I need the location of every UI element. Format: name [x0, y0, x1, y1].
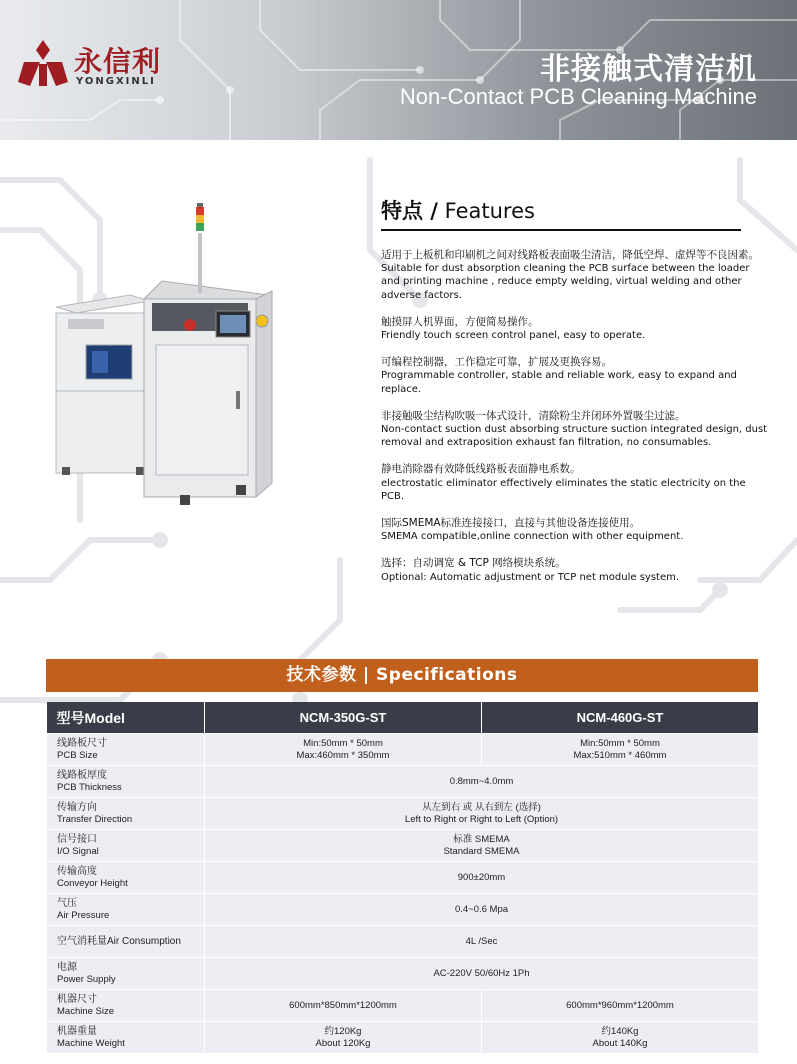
signal-light-tower — [196, 203, 204, 293]
spec-value-line: 600mm*960mm*1200mm — [566, 999, 674, 1011]
dust-collector-cabinet — [56, 295, 150, 475]
logo-mark-icon — [16, 36, 70, 90]
feature-item — [381, 517, 771, 543]
specifications-table-body — [47, 734, 759, 1054]
feature-text-cn: 可编程控制器，工作稳定可靠，扩展及更换容易。 — [381, 356, 612, 369]
spec-label-cn: 气压 — [57, 897, 77, 909]
spec-value-line: AC-220V 50/60Hz 1Ph — [433, 967, 530, 979]
spec-value-line: 约140Kg — [601, 1025, 639, 1037]
table-row — [47, 958, 759, 990]
logo-english-name: YONGXINLI — [76, 76, 156, 87]
spec-value-350 — [205, 990, 482, 1022]
spec-value-line: 从左到右 或 从右到左 (选择) — [422, 801, 541, 813]
feature-text-en: Optional: Automatic adjustment or TCP net module system. — [381, 571, 680, 583]
feature-text-en: Suitable for dust absorption cleaning the PCB surface between the loader and printing machine , reduce empty welding, virtual welding and other adverse factors. — [381, 263, 750, 301]
spec-value-shared — [205, 766, 759, 798]
spec-value-460 — [482, 1022, 759, 1054]
spec-label-cn: 线路板厚度 — [57, 769, 107, 781]
table-row — [47, 926, 759, 958]
spec-value-shared — [205, 798, 759, 830]
model-name-460: NCM-460G-ST — [482, 702, 759, 734]
feature-text-cn: 触摸屏人机界面，方便简易操作。 — [381, 315, 539, 328]
spec-label-en: Air Pressure — [57, 909, 110, 921]
spec-label-en: Power Supply — [57, 973, 116, 985]
page-header — [0, 0, 797, 140]
feature-list — [381, 249, 771, 584]
spec-label — [47, 798, 205, 830]
spec-value-line: 约120Kg — [324, 1025, 362, 1037]
spec-value-line: About 140Kg — [592, 1037, 648, 1049]
spec-label-en: Conveyor Height — [57, 877, 128, 889]
model-column-header: 型号Model — [47, 702, 205, 734]
feature-text-cn: 选择：自动调宽 & TCP 网络模块系统。 — [381, 557, 566, 570]
feature-text-cn: 静电消除器有效降低线路板表面静电系数。 — [381, 463, 581, 476]
spec-value-line: 0.4~0.6 Mpa — [454, 903, 509, 915]
spec-label-cn: 传输高度 — [57, 865, 97, 877]
table-row — [47, 734, 759, 766]
spec-value-shared — [205, 862, 759, 894]
spec-label — [47, 990, 205, 1022]
features-heading-cn: 特点 / — [381, 199, 438, 223]
table-row — [47, 798, 759, 830]
table-header-row — [47, 702, 759, 734]
spec-label-cn: 空气消耗量Air Consumption — [57, 935, 181, 947]
cleaning-machine-body — [144, 281, 272, 505]
spec-label — [47, 766, 205, 798]
feature-text-en: Programmable controller, stable and reliable work, easy to expand and replace. — [381, 370, 737, 395]
feature-item — [381, 316, 771, 342]
spec-label — [47, 958, 205, 990]
page-title-chinese: 非接触式清洁机 — [540, 52, 757, 87]
model-name-350: NCM-350G-ST — [205, 702, 482, 734]
feature-item — [381, 356, 771, 396]
features-section — [381, 195, 771, 598]
product-image-machine — [40, 195, 340, 525]
feature-item — [381, 249, 771, 302]
table-row — [47, 1022, 759, 1054]
spec-label — [47, 830, 205, 862]
feature-text-cn: 国际SMEMA标准连接接口，直接与其他设备连接使用。 — [381, 517, 641, 530]
feature-text-en: Friendly touch screen control panel, easy to operate. — [381, 330, 646, 342]
spec-value-line: Standard SMEMA — [443, 845, 520, 857]
spec-value-line: 900±20mm — [457, 871, 506, 883]
spec-label-cn: 电源 — [57, 961, 77, 973]
spec-value-shared — [205, 830, 759, 862]
logo-chinese-name: 永信利 — [74, 45, 162, 78]
spec-label — [47, 734, 205, 766]
spec-label — [47, 862, 205, 894]
spec-value-shared — [205, 958, 759, 990]
features-heading — [381, 195, 771, 225]
table-row — [47, 862, 759, 894]
spec-label-cn: 线路板尺寸 — [57, 737, 107, 749]
spec-value-line: 4L /Sec — [465, 935, 498, 947]
spec-value-shared — [205, 894, 759, 926]
feature-item — [381, 463, 771, 503]
table-row — [47, 990, 759, 1022]
spec-label-en: Machine Weight — [57, 1037, 125, 1049]
spec-value-350 — [205, 734, 482, 766]
feature-item — [381, 410, 771, 450]
page-title-english: Non-Contact PCB Cleaning Machine — [399, 84, 757, 109]
spec-value-shared — [205, 926, 759, 958]
spec-value-line: 0.8mm~4.0mm — [449, 775, 514, 787]
spec-value-line: Min:50mm * 50mm — [580, 737, 660, 749]
feature-item — [381, 557, 771, 583]
table-row — [47, 766, 759, 798]
feature-text-en: electrostatic eliminator effectively eliminates the static electricity on the PCB. — [381, 477, 746, 502]
company-logo — [16, 36, 186, 92]
table-row — [47, 894, 759, 926]
features-heading-en: Features — [444, 199, 535, 223]
spec-label-en: Machine Size — [57, 1005, 115, 1017]
spec-value-line: 600mm*850mm*1200mm — [289, 999, 397, 1011]
spec-label-cn: 机器尺寸 — [57, 993, 97, 1005]
spec-label-en: PCB Size — [57, 749, 98, 761]
spec-label-cn: 信号接口 — [57, 833, 97, 845]
feature-text-en: Non-contact suction dust absorbing structure suction integrated design, dust removal and extraposition exhaust fan filtration, no consumables. — [381, 424, 768, 449]
spec-value-line: Left to Right or Right to Left (Option) — [404, 813, 559, 825]
spec-label-en: PCB Thickness — [57, 781, 122, 793]
feature-text-cn: 非接触吸尘结构吹吸一体式设计，清除粉尘并闭环外置吸尘过滤。 — [381, 409, 686, 422]
spec-value-line: Min:50mm * 50mm — [303, 737, 383, 749]
spec-label — [47, 926, 205, 958]
spec-label-en: I/O Signal — [57, 845, 99, 857]
table-row — [47, 830, 759, 862]
spec-value-line: 标准 SMEMA — [453, 833, 510, 845]
spec-label-cn: 传输方向 — [57, 801, 97, 813]
spec-value-460 — [482, 990, 759, 1022]
feature-text-cn: 适用于上板机和印刷机之间对线路板表面吸尘清洁，降低空焊、虚焊等不良因素。 — [381, 249, 759, 261]
spec-label — [47, 894, 205, 926]
spec-value-line: Max:460mm * 350mm — [296, 749, 390, 761]
feature-text-en: SMEMA compatible,online connection with other equipment. — [381, 531, 684, 543]
specifications-banner: 技术参数 | Specifications — [46, 659, 758, 692]
spec-value-460 — [482, 734, 759, 766]
spec-label-cn: 机器重量 — [57, 1025, 97, 1037]
spec-label-en: Transfer Direction — [57, 813, 133, 825]
spec-label — [47, 1022, 205, 1054]
spec-value-350 — [205, 1022, 482, 1054]
spec-value-line: About 120Kg — [315, 1037, 371, 1049]
spec-value-line: Max:510mm * 460mm — [573, 749, 667, 761]
features-divider — [381, 229, 741, 231]
specifications-table — [46, 702, 759, 1054]
